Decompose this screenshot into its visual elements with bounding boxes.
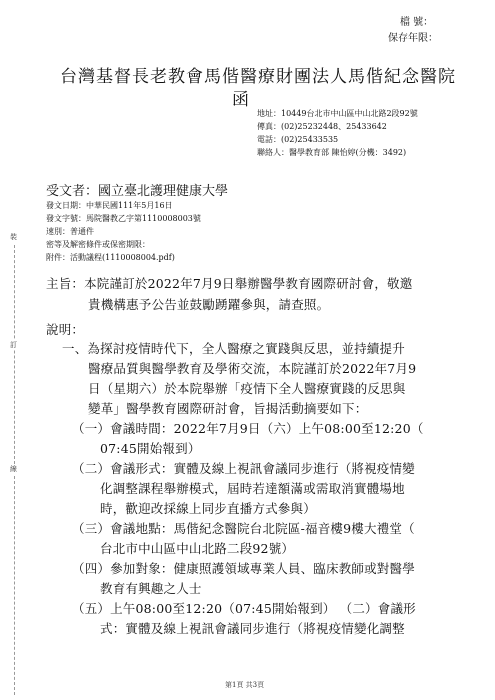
body-line: 式：實體及線上視訊會議同步進行（將視疫情變化調整 [100, 621, 405, 636]
document-number: 發文字號：馬院醫教乙字第1110008003號 [46, 214, 201, 223]
contact-person: 聯絡人：醫學教育部 陳怡婷(分機：3492) [257, 148, 407, 157]
body-line: 教育有興趣之人士 [100, 581, 202, 596]
issue-date: 發文日期：中華民國111年5月16日 [46, 201, 173, 210]
recipient: 受文者：國立臺北護理健康大學 [46, 184, 229, 199]
body-line: 07:45開始報到） [100, 441, 201, 456]
address: 地址：10449台北市中山區中山北路2段92號 [257, 109, 418, 118]
body-line: 一、為探討疫情時代下，全人醫療之實踐與反思，並持續提升 [62, 341, 405, 356]
body-line: 變革」醫學教育國際研討會，旨揭活動摘要如下： [88, 401, 368, 416]
body-line: （一）會議時間：2022年7月9日（六）上午08:00至12:20（ [72, 421, 424, 436]
body-line: 台北市中山區中山北路二段92號） [100, 541, 295, 556]
retention-label: 保存年限： [388, 33, 438, 44]
binding-mark-bottom: 線 [10, 465, 17, 473]
file-number-label: 檔 號： [400, 17, 434, 28]
body-line: （四）參加對象：健康照護領域專業人員、臨床教師或對醫學 [72, 561, 415, 576]
attachment-link[interactable]: 附件：活動議程(1110008004.pdf) [46, 253, 175, 262]
body-line: 化調整課程舉辦模式，屆時若達額滿或需取消實體場地 [100, 481, 405, 496]
phone: 電話：(02)25433535 [257, 135, 339, 144]
explanation-label: 說明： [46, 322, 85, 337]
binding-mark-top: 裝 [10, 233, 17, 241]
fax: 傳真：(02)25232448、25433642 [257, 122, 387, 131]
body-line: （五）上午08:00至12:20（07:45開始報到） （二）會議形 [72, 601, 416, 616]
body-line: 日（星期六）於本院舉辦「疫情下全人醫療實踐的反思與 [88, 381, 406, 396]
body-line: 醫療品質與醫學教育及學術交流，本院謹訂於2022年7月9 [88, 361, 417, 376]
binding-mark-middle: 訂 [10, 341, 17, 349]
body-line: （二）會議形式：實體及線上視訊會議同步進行（將視疫情變 [72, 461, 415, 476]
subject-line-1: 主旨：本院謹訂於2022年7月9日舉辦醫學教育國際研討會，敬邀 [46, 276, 413, 291]
body-line: （三）會議地點：馬偕紀念醫院台北院區-福音樓9樓大禮堂（ [72, 521, 415, 536]
secrecy: 密等及解密條件或保密期限： [46, 240, 150, 249]
org-title: 台灣基督長老教會馬偕醫療財團法人馬偕紀念醫院 [60, 67, 456, 87]
speed: 速別：普通件 [46, 227, 94, 236]
body-line: 時，歡迎改採線上同步直播方式參與） [100, 501, 316, 516]
doc-type-title: 函 [232, 90, 250, 110]
subject-line-2: 貴機構惠予公告並鼓勵踴躍參與，請查照。 [88, 297, 330, 312]
page-indicator: 第1頁 共3頁 [225, 681, 265, 689]
